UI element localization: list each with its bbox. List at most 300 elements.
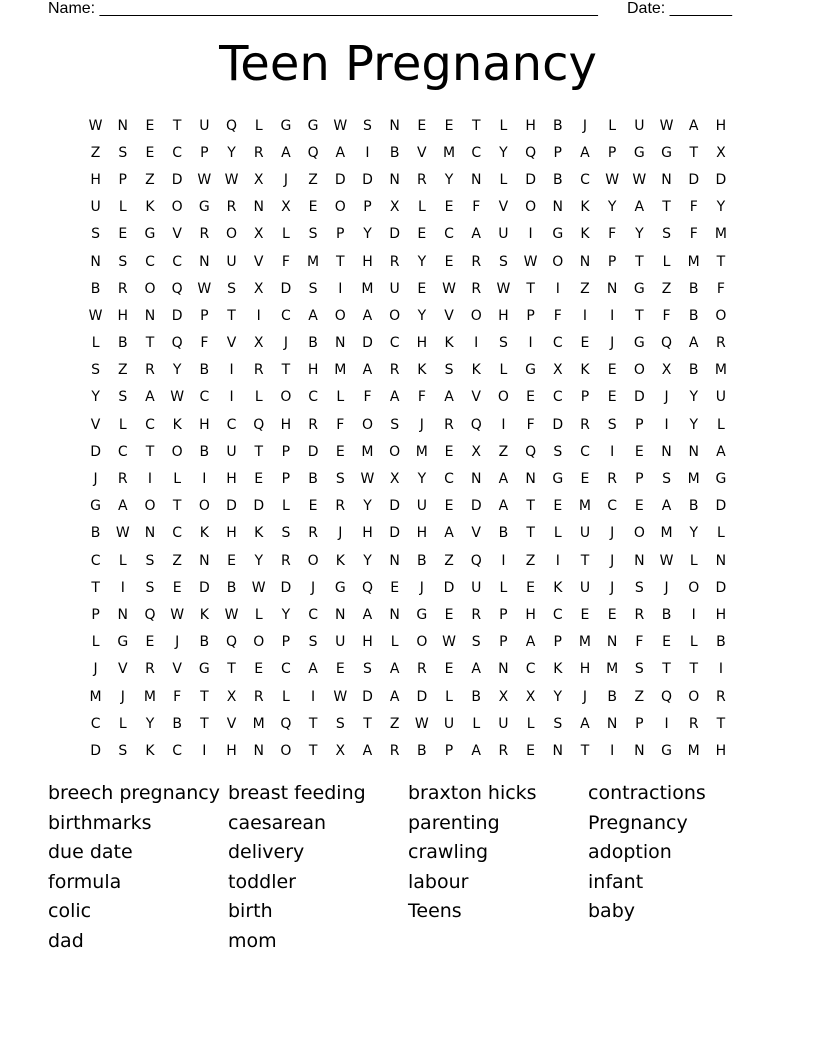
grid-letter[interactable]: R xyxy=(416,171,427,188)
grid-letter[interactable]: Q xyxy=(661,688,673,705)
grid-letter[interactable]: G xyxy=(198,199,210,216)
grid-letter[interactable]: X xyxy=(281,199,291,216)
grid-letter[interactable]: R xyxy=(145,362,155,379)
grid-letter[interactable]: E xyxy=(634,498,644,515)
grid-letter[interactable]: L xyxy=(526,715,535,732)
grid-letter[interactable]: W xyxy=(659,552,674,569)
grid-letter[interactable]: W xyxy=(88,117,103,134)
grid-letter[interactable]: O xyxy=(253,634,265,651)
grid-letter[interactable]: E xyxy=(526,389,536,406)
grid-letter[interactable]: Y xyxy=(363,498,372,515)
grid-letter[interactable]: C xyxy=(117,443,128,460)
grid-letter[interactable]: S xyxy=(553,715,563,732)
grid-letter[interactable]: V xyxy=(417,144,427,161)
grid-letter[interactable]: Q xyxy=(226,634,238,651)
grid-letter[interactable]: C xyxy=(580,443,590,460)
grid-letter[interactable]: E xyxy=(308,498,318,515)
grid-letter[interactable]: R xyxy=(117,471,128,488)
grid-letter[interactable]: P xyxy=(607,144,617,161)
grid-letter[interactable]: C xyxy=(226,416,237,433)
grid-letter[interactable]: O xyxy=(633,362,645,379)
grid-letter[interactable]: T xyxy=(172,117,182,134)
grid-letter[interactable]: R xyxy=(308,416,318,433)
grid-letter[interactable]: R xyxy=(471,606,482,623)
grid-letter[interactable]: K xyxy=(145,199,155,216)
grid-letter[interactable]: E xyxy=(227,552,236,569)
grid-letter[interactable]: R xyxy=(498,742,509,759)
grid-letter[interactable]: H xyxy=(199,416,210,433)
grid-letter[interactable]: P xyxy=(281,443,291,460)
grid-letter[interactable]: D xyxy=(715,498,727,515)
grid-letter[interactable]: W xyxy=(333,688,348,705)
grid-letter[interactable]: D xyxy=(307,443,319,460)
grid-letter[interactable]: T xyxy=(145,443,155,460)
grid-letter[interactable]: W xyxy=(523,253,538,270)
grid-letter[interactable]: N xyxy=(661,443,672,460)
grid-letter[interactable]: C xyxy=(444,471,454,488)
grid-letter[interactable]: L xyxy=(254,117,263,134)
grid-letter[interactable]: B xyxy=(661,606,672,623)
grid-letter[interactable]: Y xyxy=(499,144,508,161)
grid-letter[interactable]: J xyxy=(283,335,288,352)
grid-letter[interactable]: D xyxy=(362,688,373,705)
grid-letter[interactable]: L xyxy=(390,634,399,651)
grid-letter[interactable]: K xyxy=(553,579,563,596)
grid-letter[interactable]: Z xyxy=(145,171,155,188)
grid-letter[interactable]: B xyxy=(90,280,101,297)
grid-letter[interactable]: T xyxy=(308,715,318,732)
grid-letter[interactable]: N xyxy=(389,606,400,623)
grid-letter[interactable]: A xyxy=(471,742,481,759)
grid-letter[interactable]: P xyxy=(635,471,644,488)
grid-letter[interactable]: D xyxy=(416,688,428,705)
grid-letter[interactable]: I xyxy=(229,362,234,379)
grid-letter[interactable]: U xyxy=(389,280,400,297)
grid-letter[interactable]: D xyxy=(715,171,727,188)
grid-letter[interactable]: K xyxy=(335,552,345,569)
grid-letter[interactable]: C xyxy=(172,742,183,759)
grid-letter[interactable]: M xyxy=(334,362,347,379)
grid-letter[interactable]: I xyxy=(718,661,723,678)
grid-letter[interactable]: H xyxy=(715,606,727,623)
grid-letter[interactable]: H xyxy=(715,117,727,134)
grid-letter[interactable]: T xyxy=(227,661,236,678)
grid-letter[interactable]: D xyxy=(280,280,292,297)
grid-letter[interactable]: L xyxy=(499,579,508,596)
grid-letter[interactable]: G xyxy=(552,226,564,243)
grid-letter[interactable]: Z xyxy=(661,280,672,297)
grid-letter[interactable]: P xyxy=(91,606,100,623)
grid-letter[interactable]: V xyxy=(471,389,481,406)
grid-letter[interactable]: S xyxy=(91,226,101,243)
grid-letter[interactable]: G xyxy=(633,144,645,161)
grid-letter[interactable]: R xyxy=(199,226,210,243)
grid-letter[interactable]: O xyxy=(497,389,509,406)
grid-letter[interactable]: X xyxy=(498,688,509,705)
grid-letter[interactable]: D xyxy=(90,443,101,460)
grid-letter[interactable]: J xyxy=(419,416,424,433)
grid-letter[interactable]: V xyxy=(117,661,128,678)
grid-letter[interactable]: M xyxy=(307,253,320,270)
grid-letter[interactable]: S xyxy=(335,715,345,732)
grid-letter[interactable]: B xyxy=(117,335,128,352)
grid-letter[interactable]: T xyxy=(662,661,671,678)
grid-letter[interactable]: M xyxy=(687,742,700,759)
grid-letter[interactable]: G xyxy=(661,144,672,161)
grid-letter[interactable]: N xyxy=(90,253,101,270)
grid-letter[interactable]: I xyxy=(501,552,506,569)
grid-letter[interactable]: V xyxy=(471,525,481,542)
grid-letter[interactable]: C xyxy=(525,661,536,678)
grid-letter[interactable]: E xyxy=(526,579,536,596)
grid-letter[interactable]: P xyxy=(635,715,644,732)
grid-letter[interactable]: O xyxy=(525,199,537,216)
grid-letter[interactable]: R xyxy=(226,199,237,216)
grid-letter[interactable]: R xyxy=(688,715,699,732)
grid-letter[interactable]: C xyxy=(145,253,155,270)
grid-letter[interactable]: H xyxy=(525,606,536,623)
grid-letter[interactable]: S xyxy=(145,579,155,596)
grid-letter[interactable]: E xyxy=(526,742,536,759)
grid-letter[interactable]: Y xyxy=(363,552,372,569)
grid-letter[interactable]: K xyxy=(417,362,427,379)
grid-letter[interactable]: F xyxy=(689,199,698,216)
grid-letter[interactable]: Z xyxy=(634,688,645,705)
grid-letter[interactable]: E xyxy=(417,117,427,134)
grid-letter[interactable]: E xyxy=(444,498,454,515)
grid-letter[interactable]: L xyxy=(254,606,263,623)
grid-letter[interactable]: O xyxy=(334,199,346,216)
grid-letter[interactable]: M xyxy=(714,362,727,379)
grid-letter[interactable]: P xyxy=(499,606,508,623)
grid-letter[interactable]: U xyxy=(471,579,482,596)
grid-letter[interactable]: L xyxy=(282,688,290,705)
grid-letter[interactable]: F xyxy=(689,226,698,243)
grid-letter[interactable]: W xyxy=(224,171,239,188)
grid-letter[interactable]: S xyxy=(91,362,101,379)
grid-letter[interactable]: W xyxy=(496,280,511,297)
grid-letter[interactable]: Q xyxy=(226,117,238,134)
grid-letter[interactable]: P xyxy=(281,634,291,651)
grid-letter[interactable]: N xyxy=(606,634,618,651)
grid-letter[interactable]: E xyxy=(118,226,128,243)
grid-letter[interactable]: R xyxy=(389,742,400,759)
grid-letter[interactable]: H xyxy=(362,525,373,542)
grid-letter[interactable]: L xyxy=(336,389,345,406)
grid-letter[interactable]: K xyxy=(145,742,155,759)
grid-letter[interactable]: Z xyxy=(90,144,101,161)
grid-letter[interactable]: N xyxy=(715,552,727,569)
grid-letter[interactable]: N xyxy=(470,471,482,488)
grid-letter[interactable]: I xyxy=(229,389,234,406)
grid-letter[interactable]: M xyxy=(687,471,700,488)
grid-letter[interactable]: P xyxy=(200,307,209,324)
grid-letter[interactable]: J xyxy=(175,634,180,651)
grid-letter[interactable]: T xyxy=(580,552,590,569)
grid-letter[interactable]: B xyxy=(389,144,400,161)
grid-letter[interactable]: Q xyxy=(144,606,156,623)
grid-letter[interactable]: S xyxy=(471,634,481,651)
grid-letter[interactable]: E xyxy=(444,661,454,678)
grid-letter[interactable]: H xyxy=(226,525,237,542)
grid-letter[interactable]: V xyxy=(172,661,182,678)
grid-letter[interactable]: O xyxy=(280,389,292,406)
grid-letter[interactable]: F xyxy=(608,226,617,243)
grid-letter[interactable]: H xyxy=(362,634,373,651)
grid-letter[interactable]: A xyxy=(634,199,645,216)
grid-letter[interactable]: B xyxy=(688,498,699,515)
grid-letter[interactable]: T xyxy=(716,253,726,270)
grid-letter[interactable]: N xyxy=(634,742,645,759)
grid-letter[interactable]: Z xyxy=(117,362,128,379)
grid-letter[interactable]: D xyxy=(552,416,564,433)
grid-letter[interactable]: E xyxy=(444,199,454,216)
grid-letter[interactable]: G xyxy=(307,117,319,134)
grid-letter[interactable]: H xyxy=(525,117,536,134)
grid-letter[interactable]: S xyxy=(308,280,318,297)
grid-letter[interactable]: I xyxy=(610,742,615,759)
grid-letter[interactable]: D xyxy=(334,171,346,188)
grid-letter[interactable]: B xyxy=(716,634,726,651)
grid-letter[interactable]: Y xyxy=(553,688,563,705)
grid-letter[interactable]: D xyxy=(362,171,373,188)
grid-letter[interactable]: V xyxy=(172,226,182,243)
grid-letter[interactable]: B xyxy=(552,117,563,134)
grid-letter[interactable]: V xyxy=(226,335,237,352)
grid-letter[interactable]: S xyxy=(390,416,400,433)
grid-letter[interactable]: H xyxy=(715,742,727,759)
grid-letter[interactable]: J xyxy=(582,688,588,705)
grid-letter[interactable]: P xyxy=(200,144,209,161)
grid-letter[interactable]: C xyxy=(471,144,482,161)
grid-letter[interactable]: I xyxy=(147,471,153,488)
grid-letter[interactable]: E xyxy=(580,606,590,623)
grid-letter[interactable]: G xyxy=(117,634,129,651)
grid-letter[interactable]: B xyxy=(199,362,210,379)
grid-letter[interactable]: B xyxy=(308,335,318,352)
grid-letter[interactable]: X xyxy=(471,443,482,460)
grid-letter[interactable]: I xyxy=(474,335,479,352)
grid-letter[interactable]: S xyxy=(498,335,508,352)
grid-letter[interactable]: C xyxy=(90,552,101,569)
grid-letter[interactable]: E xyxy=(254,661,264,678)
grid-letter[interactable]: O xyxy=(307,552,319,569)
grid-letter[interactable]: M xyxy=(442,144,456,161)
grid-letter[interactable]: E xyxy=(335,661,345,678)
grid-letter[interactable]: X xyxy=(335,742,346,759)
grid-letter[interactable]: S xyxy=(444,362,454,379)
grid-letter[interactable]: C xyxy=(172,253,183,270)
grid-letter[interactable]: O xyxy=(416,634,428,651)
grid-letter[interactable]: N xyxy=(525,471,536,488)
grid-letter[interactable]: X xyxy=(226,688,237,705)
grid-letter[interactable]: B xyxy=(607,688,617,705)
grid-letter[interactable]: B xyxy=(226,579,237,596)
grid-letter[interactable]: U xyxy=(715,389,727,406)
grid-letter[interactable]: D xyxy=(253,498,265,515)
grid-letter[interactable]: A xyxy=(688,117,699,134)
grid-letter[interactable]: T xyxy=(200,715,209,732)
grid-letter[interactable]: Q xyxy=(525,443,537,460)
grid-letter[interactable]: O xyxy=(171,443,183,460)
grid-letter[interactable]: A xyxy=(117,498,128,515)
grid-letter[interactable]: L xyxy=(91,335,100,352)
grid-letter[interactable]: T xyxy=(254,443,263,460)
grid-letter[interactable]: L xyxy=(499,117,508,134)
grid-letter[interactable]: N xyxy=(389,171,400,188)
grid-letter[interactable]: S xyxy=(363,117,372,134)
grid-letter[interactable]: F xyxy=(472,199,481,216)
grid-letter[interactable]: H xyxy=(362,253,373,270)
grid-letter[interactable]: W xyxy=(197,280,212,297)
grid-letter[interactable]: R xyxy=(716,688,726,705)
grid-letter[interactable]: X xyxy=(525,688,536,705)
grid-letter[interactable]: M xyxy=(361,443,374,460)
grid-letter[interactable]: M xyxy=(361,280,374,297)
grid-letter[interactable]: C xyxy=(172,525,183,542)
grid-letter[interactable]: P xyxy=(553,634,562,651)
grid-letter[interactable]: S xyxy=(363,661,372,678)
grid-letter[interactable]: T xyxy=(363,715,372,732)
grid-letter[interactable]: I xyxy=(610,307,615,324)
grid-letter[interactable]: P xyxy=(553,144,562,161)
grid-letter[interactable]: Y xyxy=(635,226,644,243)
grid-letter[interactable]: T xyxy=(281,362,291,379)
grid-letter[interactable]: H xyxy=(90,171,101,188)
grid-letter[interactable]: A xyxy=(362,742,373,759)
grid-letter[interactable]: F xyxy=(716,280,725,297)
grid-letter[interactable]: W xyxy=(170,606,185,623)
grid-letter[interactable]: U xyxy=(579,525,591,542)
grid-letter[interactable]: Q xyxy=(525,144,537,161)
grid-letter[interactable]: I xyxy=(501,416,506,433)
grid-letter[interactable]: Y xyxy=(417,471,427,488)
grid-letter[interactable]: P xyxy=(281,471,291,488)
grid-letter[interactable]: P xyxy=(580,389,590,406)
grid-letter[interactable]: N xyxy=(144,307,156,324)
grid-letter[interactable]: E xyxy=(145,117,155,134)
grid-letter[interactable]: J xyxy=(120,688,125,705)
grid-letter[interactable]: Q xyxy=(171,280,183,297)
grid-letter[interactable]: F xyxy=(553,307,562,324)
grid-letter[interactable]: M xyxy=(687,253,700,270)
grid-letter[interactable]: R xyxy=(471,280,482,297)
grid-letter[interactable]: E xyxy=(335,443,345,460)
grid-letter[interactable]: H xyxy=(416,525,428,542)
grid-letter[interactable]: J xyxy=(610,335,615,352)
grid-letter[interactable]: T xyxy=(200,688,209,705)
grid-letter[interactable]: Y xyxy=(689,525,698,542)
grid-letter[interactable]: S xyxy=(145,552,155,569)
grid-letter[interactable]: R xyxy=(308,525,318,542)
grid-letter[interactable]: V xyxy=(444,307,454,324)
grid-letter[interactable]: D xyxy=(280,579,292,596)
grid-letter[interactable]: P xyxy=(336,226,345,243)
grid-letter[interactable]: N xyxy=(117,606,129,623)
grid-letter[interactable]: G xyxy=(715,471,727,488)
grid-letter[interactable]: R xyxy=(444,416,454,433)
grid-letter[interactable]: E xyxy=(444,253,454,270)
grid-letter[interactable]: E xyxy=(417,226,427,243)
grid-letter[interactable]: S xyxy=(118,144,128,161)
grid-letter[interactable]: T xyxy=(172,498,182,515)
grid-letter[interactable]: C xyxy=(281,307,291,324)
grid-letter[interactable]: D xyxy=(715,579,727,596)
grid-letter[interactable]: T xyxy=(227,307,236,324)
grid-letter[interactable]: B xyxy=(688,307,699,324)
grid-letter[interactable]: J xyxy=(419,579,424,596)
grid-letter[interactable]: D xyxy=(389,226,401,243)
grid-letter[interactable]: I xyxy=(120,579,125,596)
grid-letter[interactable]: W xyxy=(442,634,456,651)
grid-letter[interactable]: O xyxy=(144,498,156,515)
grid-letter[interactable]: O xyxy=(688,688,700,705)
grid-letter[interactable]: D xyxy=(470,498,482,515)
grid-letter[interactable]: K xyxy=(580,362,590,379)
grid-letter[interactable]: J xyxy=(664,579,669,596)
grid-letter[interactable]: B xyxy=(498,525,509,542)
grid-letter[interactable]: L xyxy=(282,498,290,515)
grid-letter[interactable]: Y xyxy=(91,389,100,406)
grid-letter[interactable]: M xyxy=(252,715,265,732)
grid-letter[interactable]: D xyxy=(389,525,401,542)
grid-letter[interactable]: I xyxy=(338,280,343,297)
grid-letter[interactable]: C xyxy=(552,389,563,406)
grid-letter[interactable]: T xyxy=(526,498,535,515)
grid-letter[interactable]: X xyxy=(253,280,264,297)
grid-letter[interactable]: G xyxy=(416,606,428,623)
grid-letter[interactable]: W xyxy=(333,117,348,134)
grid-letter[interactable]: I xyxy=(528,226,533,243)
grid-letter[interactable]: G xyxy=(280,117,292,134)
grid-letter[interactable]: B xyxy=(308,471,318,488)
grid-letter[interactable]: R xyxy=(253,362,264,379)
grid-letter[interactable]: Y xyxy=(444,171,454,188)
grid-letter[interactable]: C xyxy=(308,389,318,406)
grid-letter[interactable]: L xyxy=(472,715,481,732)
grid-letter[interactable]: I xyxy=(202,471,207,488)
grid-letter[interactable]: Q xyxy=(307,144,319,161)
grid-letter[interactable]: I xyxy=(555,552,560,569)
grid-letter[interactable]: K xyxy=(444,335,454,352)
grid-letter[interactable]: U xyxy=(199,117,210,134)
grid-letter[interactable]: A xyxy=(525,634,536,651)
grid-letter[interactable]: G xyxy=(144,226,156,243)
grid-letter[interactable]: L xyxy=(717,525,725,542)
grid-letter[interactable]: J xyxy=(93,661,98,678)
grid-letter[interactable]: I xyxy=(555,280,560,297)
grid-letter[interactable]: M xyxy=(143,688,157,705)
grid-letter[interactable]: O xyxy=(688,579,700,596)
grid-letter[interactable]: P xyxy=(607,253,617,270)
grid-letter[interactable]: W xyxy=(197,171,212,188)
grid-letter[interactable]: C xyxy=(199,389,210,406)
grid-letter[interactable]: L xyxy=(689,634,698,651)
grid-letter[interactable]: T xyxy=(689,661,698,678)
grid-letter[interactable]: Q xyxy=(253,416,265,433)
grid-letter[interactable]: P xyxy=(118,171,127,188)
grid-letter[interactable]: O xyxy=(361,416,373,433)
grid-letter[interactable]: A xyxy=(444,389,454,406)
grid-letter[interactable]: P xyxy=(499,634,508,651)
grid-letter[interactable]: T xyxy=(336,253,345,270)
grid-letter[interactable]: G xyxy=(661,742,672,759)
grid-letter[interactable]: Q xyxy=(280,715,292,732)
grid-letter[interactable]: W xyxy=(88,307,103,324)
grid-letter[interactable]: X xyxy=(389,471,400,488)
grid-letter[interactable]: R xyxy=(281,552,291,569)
grid-letter[interactable]: I xyxy=(528,335,533,352)
